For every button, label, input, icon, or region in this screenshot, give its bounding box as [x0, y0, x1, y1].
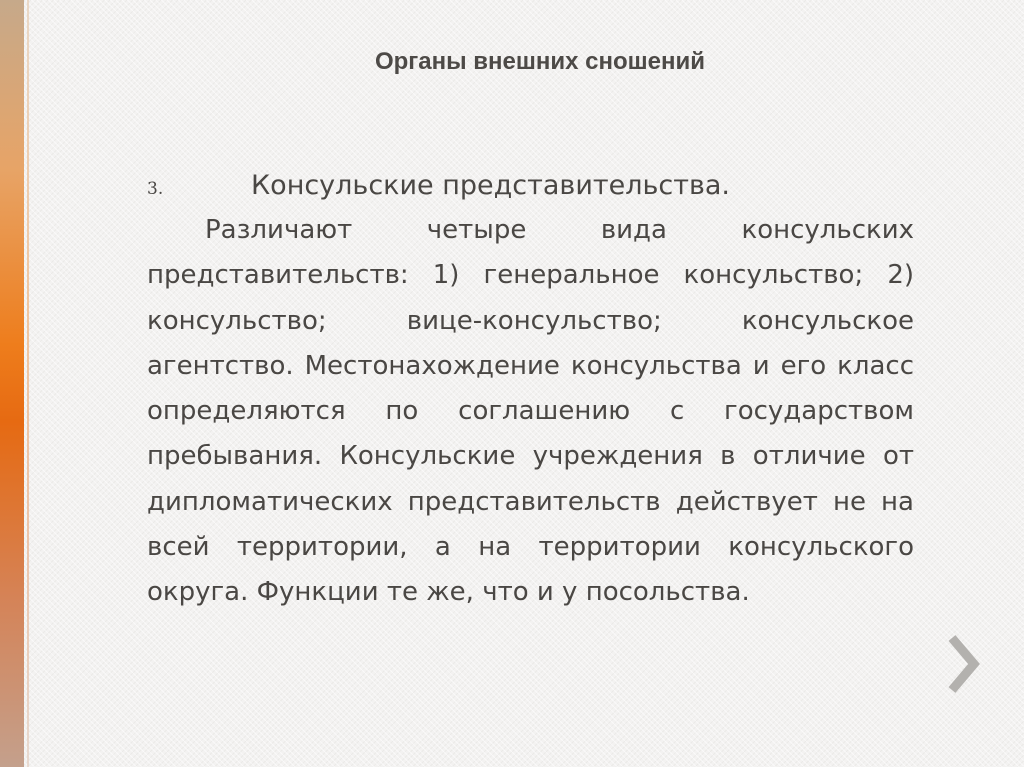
next-slide-button[interactable]: [940, 632, 984, 696]
slide-title: Органы внешних сношений: [374, 48, 706, 75]
chevron-right-icon: [940, 632, 984, 696]
list-item-heading-row: [147, 164, 914, 208]
accent-line: [27, 0, 29, 767]
body-paragraph: Различают четыре вида консульских представительств: 1) генеральное консульство; 2) консульство; вице-консульство; консульское агентство. Местонахождение консульства и его класс определяются по соглашению с государством пребывания. Консульские учреждения в отличие от дипломатических представительств действует не на всей территории, а на территории консульского округа. Функции те же, что и у посольства.: [147, 215, 914, 608]
slide-content: [147, 164, 914, 616]
item-heading: Консульские представительства.: [251, 170, 730, 201]
item-number: 3.: [147, 179, 164, 199]
accent-bar: [0, 0, 24, 767]
